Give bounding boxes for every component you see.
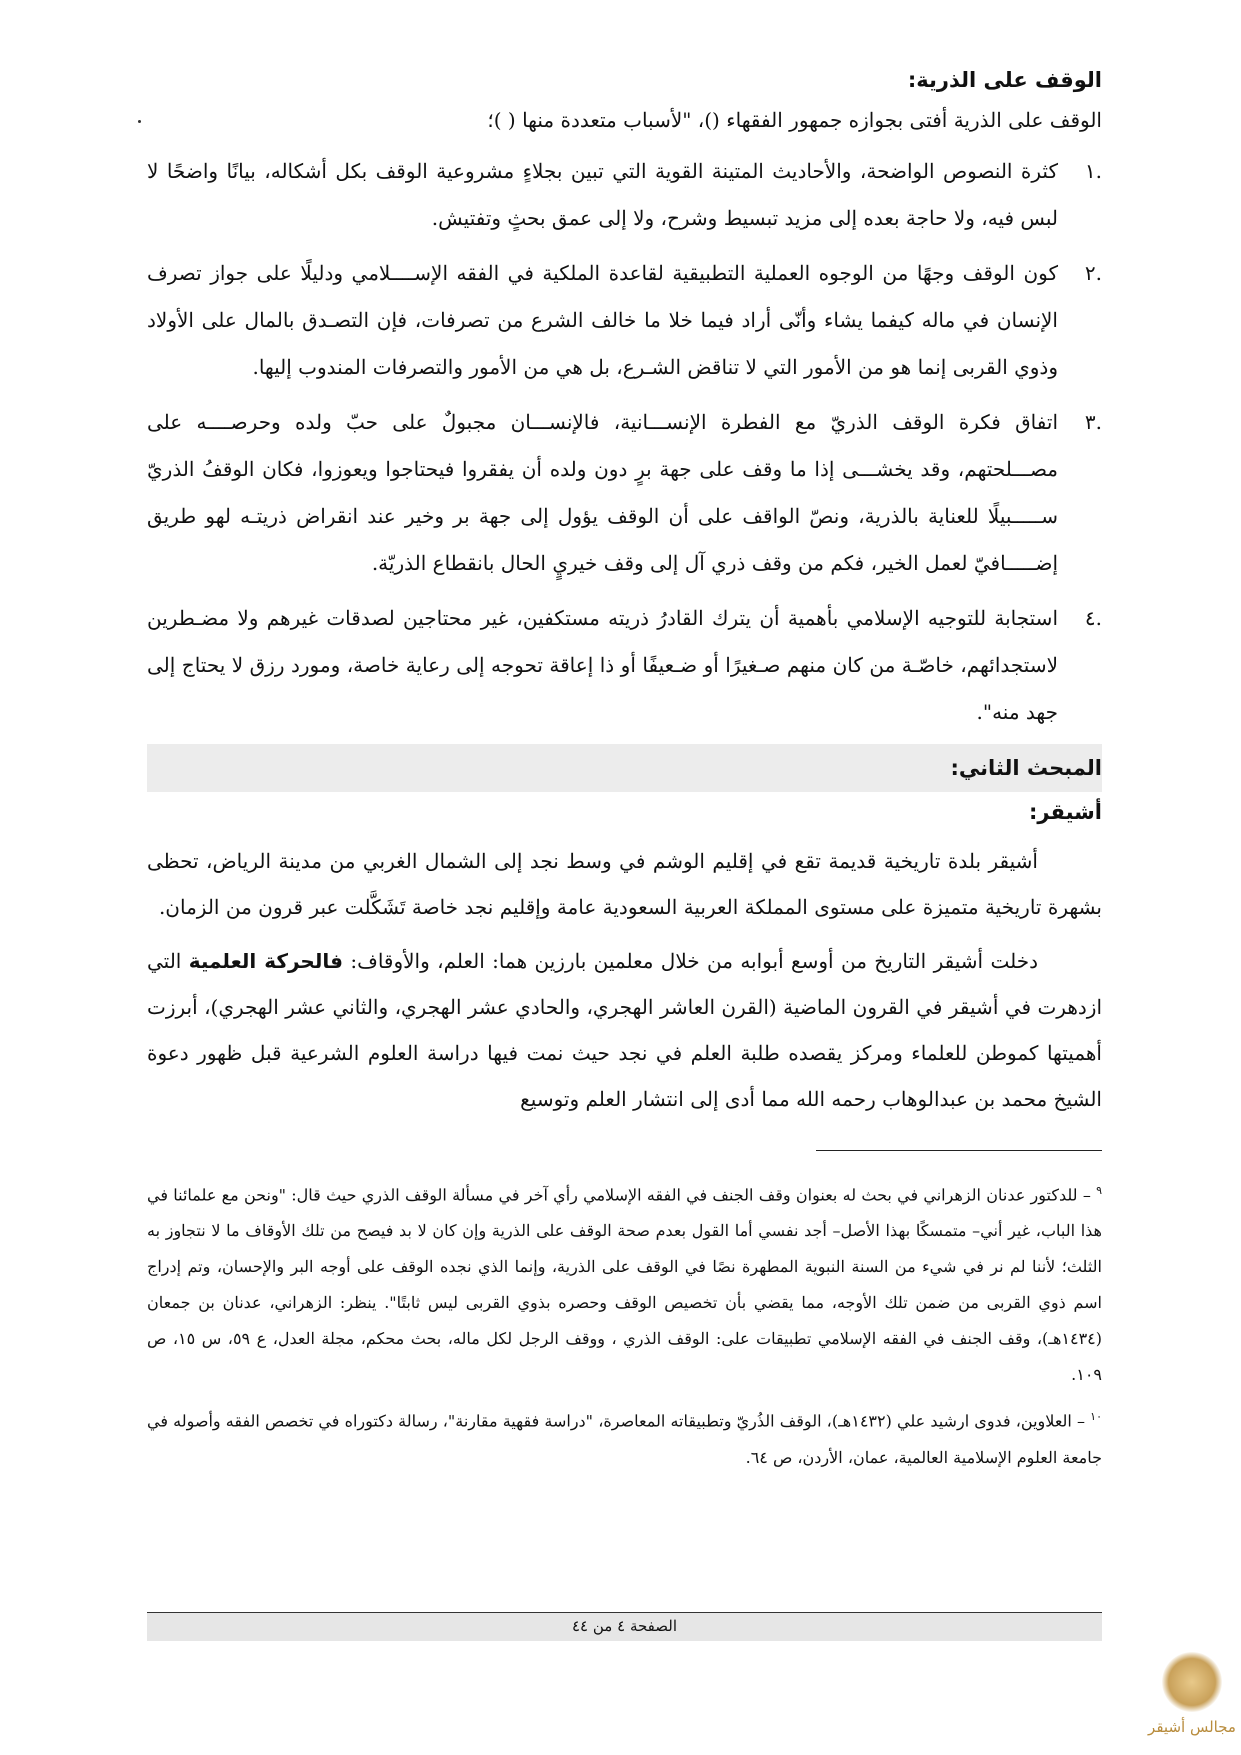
list-item-number: .٢: [1084, 261, 1102, 285]
list-item: [147, 595, 1102, 736]
intro-paragraph: الوقف على الذرية أفتى بجوازه جمهور الفقهاء ()، "لأسباب متعددة منها ( )؛: [487, 108, 1102, 132]
footnote-mark: ٩: [1096, 1184, 1102, 1197]
footnote-separator: [816, 1150, 1102, 1151]
footnote: [147, 1399, 1102, 1475]
section-heading-waqf: الوقف على الذرية:: [907, 68, 1102, 92]
list-item-number: .٣: [1084, 410, 1102, 434]
paragraph-text: دخلت أشيقر التاريخ من أوسع أبوابه من خلال معلمين بارزين هما: العلم، والأوقاف:: [342, 949, 1038, 973]
list-item-text: كون الوقف وجهًا من الوجوه العملية التطبيقية لقاعدة الملكية في الفقه الإســــلامي ودليلًا على جواز تصرف الإنسان في ماله كيفما يشاء وأنّى أراد فيما خلا ما خالف الشرع من تصرفات، فإن التصـدق بالمال على الأولاد وذوي القربى إنما هو من الأمور التي لا تناقض الشـرع، بل هي من الأمور والتصرفات المندوب إليها.: [147, 261, 1058, 379]
list-item: [147, 399, 1102, 587]
footnote-text: – العلاوين، فدوى ارشيد علي (١٤٣٢هـ)، الوقف الذُريّ وتطبيقاته المعاصرة، "دراسة فقهية مقارنة"، رسالة دكتوراه في تخصص الفقه وأصوله في جامعة العلوم الإسلامية العالمية، عمان، الأردن، ص ٦٤.: [147, 1411, 1102, 1467]
list-item-text: استجابة للتوجيه الإسلامي بأهمية أن يترك القادرُ ذريته مستكفين، غير محتاجين لصدقات غيرهم ولا مضـطرين لاستجدائهم، خاصّـة من كان منهم صـغيرًا أو ضـعيفًا أو ذا إعاقة تحوجه إلى رعاية خاصة، ومورد رزق لا يحتاج إلى جهد منه".: [147, 606, 1058, 724]
footnote-mark: ١٠: [1090, 1410, 1102, 1424]
section-heading-second: المبحث الثاني:: [950, 756, 1102, 780]
logo: [1148, 1652, 1236, 1748]
paragraph-text: التي ازدهرت في أشيقر في القرون الماضية (القرن العاشر الهجري، والحادي عشر الهجري، والثاني عشر الهجري)، أبرزت أهميتها كموطن للعلماء ومركز يقصده طلبة العلم في نجد حيث نمت فيها دراسة العلوم الشرعية قبل ظهور دعوة الشيخ محمد بن عبدالوهاب رحمه الله مما أدى إلى انتشار العلم وتوسيع: [147, 949, 1102, 1111]
document-body: [147, 62, 1102, 1482]
subheading-ushaiqer: أشيقر:: [1029, 800, 1102, 824]
reasons-list: [147, 148, 1102, 736]
list-item-text: كثرة النصوص الواضحة، والأحاديث المتينة القوية التي تبين بجلاءٍ مشروعية الوقف بكل أشكاله، بيانًا واضحًا لا لبس فيه، ولا حاجة بعده إلى مزيد تبسيط وشرح، ولا إلى عمق بحثٍ وتفتيش.: [147, 159, 1058, 230]
footnote-text: – للدكتور عدنان الزهراني في بحث له بعنوان وقف الجنف في الفقه الإسلامي رأي آخر في مسألة الوقف الذري حيث قال: "ونحن مع علمائنا في هذا الباب، غير أني– متمسكًا بهذا الأصل– أجد نفسي أما القول بعدم صحة الوقف على الذرية وإن كان لا بد فيصح من تلك الأوقاف ما لا نتجاوز به الثلث؛ لأننا لم نر في شيء من السنة النبوية المطهرة نصًا في الوقف على الذرية، وإنما الذي نجده الوقف على أوجه البر والإحسان، وتم إدراج اسم ذوي القربى من ضمن تلك الأوجه، مما يقضي بأن تخصيص الوقف وحصره بذوي القربى ليس ثابتًا". ينظر: الزهراني، عدنان بن جمعان (١٤٣٤هـ)، وقف الجنف في الفقه الإسلامي تطبيقات على: الوقف الذري ، ووقف الرجل لكل ماله، بحث محكم، مجلة العدل، ع ٥٩، س ١٥، ص ١٠٩.: [147, 1185, 1103, 1385]
list-item-number: .٤: [1084, 606, 1102, 630]
majalis-ushaiqer-logo-icon: [1162, 1652, 1222, 1712]
bold-term: فالحركة العلمية: [188, 949, 343, 973]
list-item-text: اتفاق فكرة الوقف الذريّ مع الفطرة الإنســـانية، فالإنســـان مجبولٌ على حبّ ولده وحرصــــه على مصـــلحتهم، وقد يخشـــى إذا ما وقف على جهة برٍ دون ولده أن يفقروا فيحتاجوا ويعوزوا، فكان الوقفُ الذريّ ســـــبيلًا للعناية بالذرية، ونصّ الواقف على أن الوقف يؤول إلى جهة بر وخير عند انقراض ذريتـه لهو طريق إضـــــافيّ لعمل الخير، فكم من وقف ذري آل إلى وقف خيريٍ الحال بانقطاع الذريّة.: [147, 410, 1058, 575]
logo-text: مجالس أشيقر: [1148, 1718, 1236, 1736]
list-item: [147, 250, 1102, 391]
paragraph-ushaiqer-intro: أشيقر بلدة تاريخية قديمة تقع في إقليم الوشم في وسط نجد إلى الشمال الغربي من مدينة الرياض، تحظى بشهرة تاريخية متميزة على مستوى المملكة العربية السعودية عامة وإقليم نجد خاصة تَشَكَّلت عبر قرون من الزمان.: [147, 849, 1102, 919]
page-footer: [147, 1612, 1102, 1641]
list-item: [147, 148, 1102, 242]
paragraph-ushaiqer-history: [147, 938, 1102, 1122]
page-number-label: الصفحة ٤ من ٤٤: [571, 1617, 677, 1635]
stray-dot: [138, 120, 141, 123]
footnote: [147, 1173, 1102, 1393]
list-item-number: .١: [1084, 159, 1102, 183]
section-heading-band: [147, 744, 1102, 792]
